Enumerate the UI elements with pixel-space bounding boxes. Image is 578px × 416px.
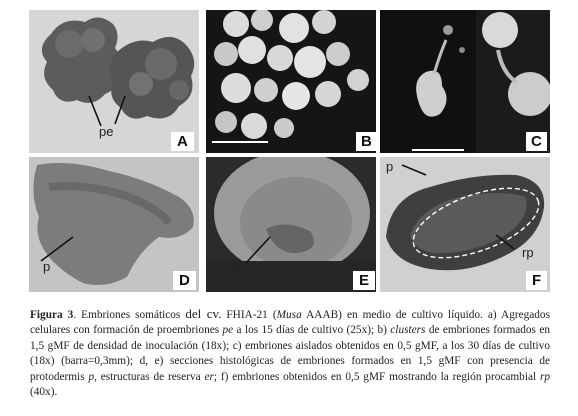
panel-b [206, 10, 376, 153]
panel-b-label: B [356, 132, 376, 151]
panel-b-image [206, 10, 376, 153]
caption-text: ; f) embriones obtenidos en 0,5 gMF mostrando la región procambial [213, 370, 540, 383]
panel-d-label: D [173, 271, 196, 290]
panel-e-label: E [353, 271, 375, 290]
panel-f-annotation-p: p [386, 159, 394, 174]
caption-italic: clusters [390, 324, 426, 337]
caption-italic: pe [222, 324, 234, 337]
panel-c-image [380, 10, 550, 153]
panel-c-label: C [526, 132, 547, 151]
panel-a-label: A [171, 132, 194, 151]
caption-text: FHIA-21 ( [221, 309, 277, 321]
caption-text: a los 15 días de cultivo (25x); b) [233, 324, 391, 337]
panel-e-annotation-er: er [228, 263, 240, 278]
panel-f-image [380, 157, 550, 292]
panel-c [380, 10, 550, 153]
panel-f [380, 157, 550, 292]
figure-label: Figura 3 [30, 309, 74, 321]
panel-f-annotation-rp: rp [522, 245, 534, 260]
caption-italic: er [204, 370, 214, 383]
panel-f-label: F [526, 271, 547, 290]
caption-text: (40x). [30, 386, 58, 399]
caption-text: del cv. [185, 306, 222, 321]
panel-d [29, 157, 199, 292]
caption-text: . Embriones somáticos [73, 309, 186, 321]
caption-italic: Musa [276, 309, 302, 321]
panel-d-annotation-p: p [43, 259, 51, 274]
caption-italic: rp [539, 370, 551, 383]
caption-text: AAAB) en medio de cultivo líquido. a) Agregados celulares con formación de proembriones [30, 309, 550, 337]
caption-text: , estructuras de reserva [94, 370, 205, 383]
panel-e [206, 157, 376, 292]
caption-text: de embriones formados en 1,5 gMF de densidad de inoculación (18x); c) embriones aislados obtenidos en 0,5 gMF, a los 30 días de cultivo (18x) (barra=0,3mm); d, e) secciones histológicas de embriones formados en 1,5 gMF con presencia de protodermis [30, 324, 550, 383]
caption-italic: p [88, 370, 95, 383]
panel-a [29, 10, 199, 153]
figure-caption [30, 306, 550, 400]
panel-a-annotation-pe: pe [99, 124, 114, 139]
